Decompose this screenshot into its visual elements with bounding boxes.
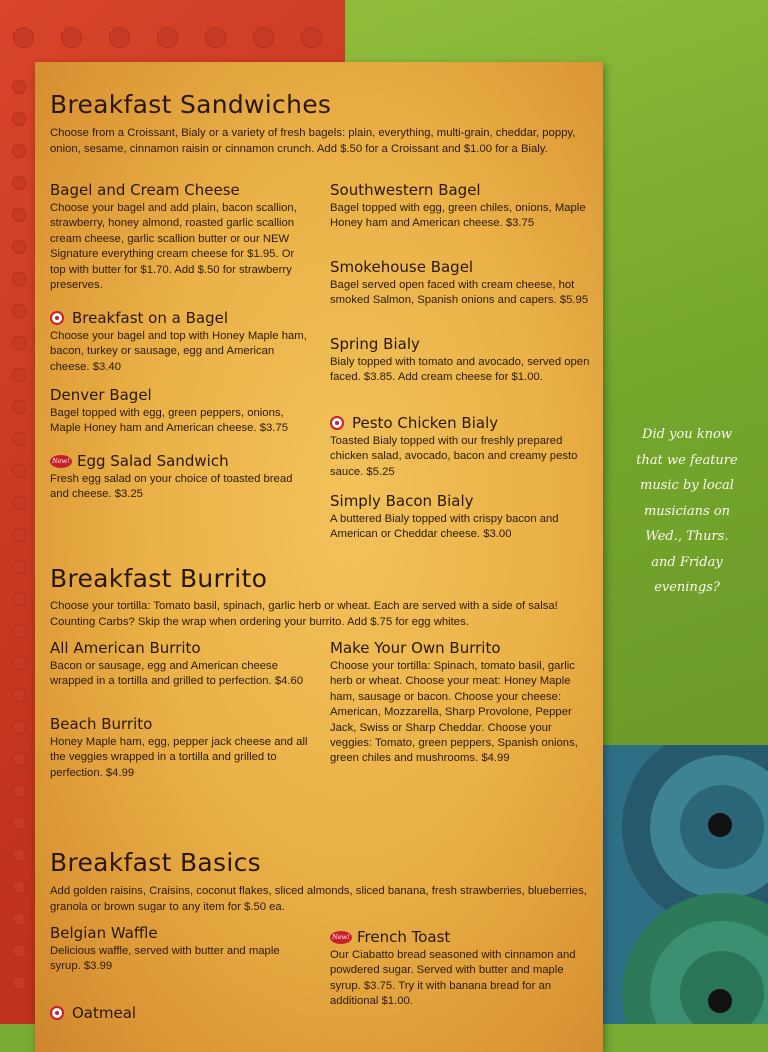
item-title: Smokehouse Bagel	[330, 258, 474, 276]
item-title: Bagel and Cream Cheese	[50, 181, 240, 199]
side-note-line: Wed., Thurs.	[645, 529, 729, 544]
section-intro-basics: Add golden raisins, Craisins, coconut flakes, sliced almonds, sliced banana, fresh strawberries, blueberries, granola or brown sugar to any item for $.50 ea.	[50, 885, 587, 913]
new-badge-icon: New!	[50, 455, 72, 468]
menu-item	[330, 492, 592, 543]
item-description: Bagel topped with egg, green peppers, onions, Maple Honey ham and American cheese. $3.75	[50, 407, 289, 435]
new-badge-icon: New!	[330, 931, 352, 944]
menu-item	[330, 181, 592, 232]
item-title: Belgian Waffle	[50, 924, 158, 942]
section-heading-sandwiches: Breakfast Sandwiches	[50, 90, 332, 119]
menu-item	[50, 386, 312, 437]
item-title: Pesto Chicken Bialy	[352, 414, 499, 432]
item-title: Egg Salad Sandwich	[77, 452, 229, 470]
signature-target-icon	[50, 1006, 64, 1020]
signature-target-icon	[50, 311, 64, 325]
item-description: Our Ciabatto bread seasoned with cinnamon and powdered sugar. Served with butter and maple syrup. $3.75. Try it with banana bread for an additional $1.00.	[330, 949, 576, 1008]
menu-item	[330, 414, 592, 480]
section-intro-sandwiches: Choose from a Croissant, Bialy or a variety of fresh bagels: plain, everything, multi-grain, cheddar, poppy, onion, sesame, cinnamon raisin or cinnamon crunch. Add $.50 for a Croissant and $1.00 for a Bialy.	[50, 127, 576, 155]
item-title: Beach Burrito	[50, 715, 153, 733]
side-note-line: Did you know	[642, 427, 732, 442]
item-description: A buttered Bialy topped with crispy bacon and American or Cheddar cheese. $3.00	[330, 513, 559, 541]
side-note-line: that we feature	[636, 452, 738, 468]
side-note-line: evenings?	[654, 580, 720, 595]
item-description: Bacon or sausage, egg and American cheese wrapped in a tortilla and grilled to perfection. $4.60	[50, 660, 304, 688]
signature-target-icon	[330, 416, 344, 430]
section-heading-basics: Breakfast Basics	[50, 848, 261, 877]
item-title: French Toast	[357, 928, 451, 946]
item-description: Toasted Bialy topped with our freshly prepared chicken salad, avocado, bacon and creamy pesto sauce. $5.25	[330, 435, 578, 478]
item-title: Spring Bialy	[330, 335, 420, 353]
side-note-line: musicians on	[643, 503, 731, 519]
item-title: Make Your Own Burrito	[330, 639, 501, 657]
section-intro-burrito: Choose your tortilla: Tomato basil, spinach, garlic herb or wheat. Each are served with a side of salsa! Counting Carbs? Skip the wrap when ordering your burrito. Add $.75 for egg whites.	[50, 600, 558, 628]
menu-item	[50, 924, 312, 975]
item-description: Choose your bagel and add plain, bacon scallion, strawberry, honey almond, roasted garlic scallion cream cheese, garlic scallion butter or our NEW Signature everything cream cheese for $1.95. Or top with butter for $1.70. Add $.50 for strawberry preserves.	[50, 202, 297, 292]
menu-item	[330, 258, 592, 309]
item-description: Bagel topped with egg, green chiles, onions, Maple Honey ham and American cheese. $3.75	[330, 202, 586, 230]
item-title: Oatmeal	[72, 1004, 137, 1022]
item-description: Delicious waffle, served with butter and maple syrup. $3.99	[50, 945, 280, 973]
menu-item	[50, 309, 312, 375]
menu-item	[50, 1004, 312, 1024]
item-title: Breakfast on a Bagel	[72, 309, 228, 327]
teal-circles-panel	[602, 745, 768, 1024]
music-side-note	[612, 422, 762, 601]
menu-item	[50, 181, 312, 293]
item-description: Fresh egg salad on your choice of toasted bread and cheese. $3.25	[50, 473, 293, 501]
item-title: Simply Bacon Bialy	[330, 492, 474, 510]
menu-item	[330, 928, 592, 1010]
item-title: Denver Bagel	[50, 386, 152, 404]
item-description: Bagel served open faced with cream cheese, hot smoked Salmon, Spanish onions and capers. $5.95	[330, 279, 589, 307]
side-note-line: and Friday	[651, 554, 723, 570]
menu-item	[50, 639, 312, 690]
menu-item	[50, 715, 312, 781]
menu-item	[50, 452, 312, 503]
side-note-line: music by local	[640, 478, 734, 493]
item-title: Southwestern Bagel	[330, 181, 481, 199]
menu-item	[330, 335, 592, 386]
item-description: Bialy topped with tomato and avocado, served open faced. $3.85. Add cream cheese for $1.00.	[330, 356, 590, 384]
menu-item	[330, 639, 592, 767]
item-description: Choose your bagel and top with Honey Maple ham, bacon, turkey or sausage, egg and American cheese. $3.40	[50, 330, 307, 373]
section-heading-burrito: Breakfast Burrito	[50, 564, 268, 593]
item-description: Choose your tortilla: Spinach, tomato basil, garlic herb or wheat. Choose your meat: Honey Maple ham, sausage or bacon. Choose your cheese: American, Mozzarella, Sharp Provolone, Pepper Jack, Swiss or Sharp Cheddar. Choose your veggies: Tomato, green peppers, Spanish onions, green chiles and mushrooms. $4.99	[330, 660, 578, 765]
item-title: All American Burrito	[50, 639, 201, 657]
item-description: Honey Maple ham, egg, pepper jack cheese and all the veggies wrapped in a tortilla and grilled to perfection. $4.99	[50, 736, 308, 779]
